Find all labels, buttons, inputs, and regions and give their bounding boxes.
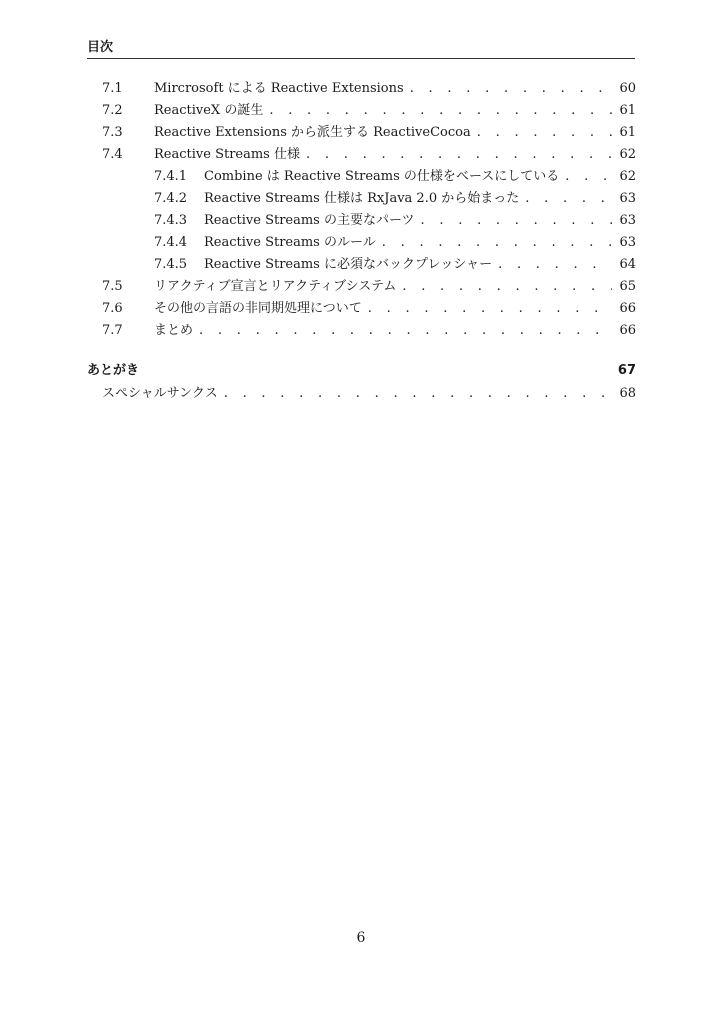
section-number: 7.5 — [102, 279, 123, 294]
dot-leader — [269, 100, 612, 122]
page-number: 62 — [619, 169, 636, 184]
page-number: 64 — [619, 257, 636, 272]
chapter-title: あとがき — [87, 363, 140, 378]
header-title: 目次 — [87, 40, 114, 55]
page-number: 66 — [619, 323, 636, 338]
subsection-title: Reactive Streams の主要なパーツ — [204, 213, 415, 228]
section-number: 7.6 — [102, 301, 123, 316]
page-number: 65 — [619, 279, 636, 294]
section-title: ReactiveX の誕生 — [154, 103, 264, 118]
dot-leader — [368, 298, 612, 320]
page-number: 60 — [619, 81, 636, 96]
page-number: 63 — [619, 191, 636, 206]
toc-entry[interactable] — [102, 144, 636, 166]
dot-leader — [306, 144, 612, 166]
toc-chapter-afterword[interactable] — [87, 360, 636, 382]
section-title: Reactive Streams 仕様 — [154, 147, 300, 162]
section-number: 7.1 — [102, 81, 123, 96]
dot-leader — [565, 166, 612, 188]
toc-subentry[interactable] — [154, 254, 636, 276]
toc-subentry[interactable] — [154, 232, 636, 254]
subsection-number: 7.4.5 — [154, 257, 188, 272]
subsection-number: 7.4.2 — [154, 191, 188, 206]
toc-entry[interactable] — [102, 298, 636, 320]
dot-leader — [410, 78, 612, 100]
dot-leader — [498, 254, 612, 276]
toc-subentry[interactable] — [154, 210, 636, 232]
page-number: 67 — [617, 363, 636, 378]
toc-entry[interactable] — [102, 320, 636, 342]
toc-entry[interactable] — [102, 78, 636, 100]
section-number: 7.4 — [102, 147, 123, 162]
toc-entry[interactable] — [102, 276, 636, 298]
page-number: 68 — [619, 386, 636, 401]
section-number: 7.2 — [102, 103, 123, 118]
dot-leader — [525, 188, 612, 210]
subsection-title: Reactive Streams に必須なバックプレッシャー — [204, 257, 493, 272]
subsection-title: Reactive Streams のルール — [204, 235, 376, 250]
section-title: その他の言語の非同期処理について — [154, 301, 362, 316]
subsection-number: 7.4.3 — [154, 213, 188, 228]
section-title: まとめ — [154, 323, 194, 338]
section-number: 7.7 — [102, 323, 123, 338]
folio-page-number: 6 — [356, 930, 366, 946]
subsection-number: 7.4.4 — [154, 235, 188, 250]
toc-entry[interactable] — [102, 383, 636, 405]
page-number: 66 — [619, 301, 636, 316]
dot-leader — [382, 232, 612, 254]
subsection-number: 7.4.1 — [154, 169, 188, 184]
dot-leader — [420, 210, 612, 232]
dot-leader — [402, 276, 612, 298]
subsection-title: Combine は Reactive Streams の仕様をベースにしている — [204, 169, 560, 184]
section-title: Mircrosoft による Reactive Extensions — [154, 81, 404, 96]
section-title: Reactive Extensions から派生する ReactiveCocoa — [154, 125, 471, 140]
section-title: スペシャルサンクス — [102, 386, 218, 401]
page-number: 62 — [619, 147, 636, 162]
subsection-title: Reactive Streams 仕様は RxJava 2.0 から始まった — [204, 191, 520, 206]
toc-entry[interactable] — [102, 100, 636, 122]
dot-leader — [477, 122, 612, 144]
section-number: 7.3 — [102, 125, 123, 140]
page-footer — [0, 930, 722, 946]
dot-leader — [199, 320, 612, 342]
page-number: 63 — [619, 235, 636, 250]
toc-subentry[interactable] — [154, 188, 636, 210]
toc-subentry[interactable] — [154, 166, 636, 188]
page-number: 61 — [619, 125, 636, 140]
section-title: リアクティブ宣言とリアクティブシステム — [154, 279, 397, 294]
page-number: 61 — [619, 103, 636, 118]
page-number: 63 — [619, 213, 636, 228]
dot-leader — [224, 383, 612, 405]
running-header — [87, 40, 635, 59]
toc-entry[interactable] — [102, 122, 636, 144]
